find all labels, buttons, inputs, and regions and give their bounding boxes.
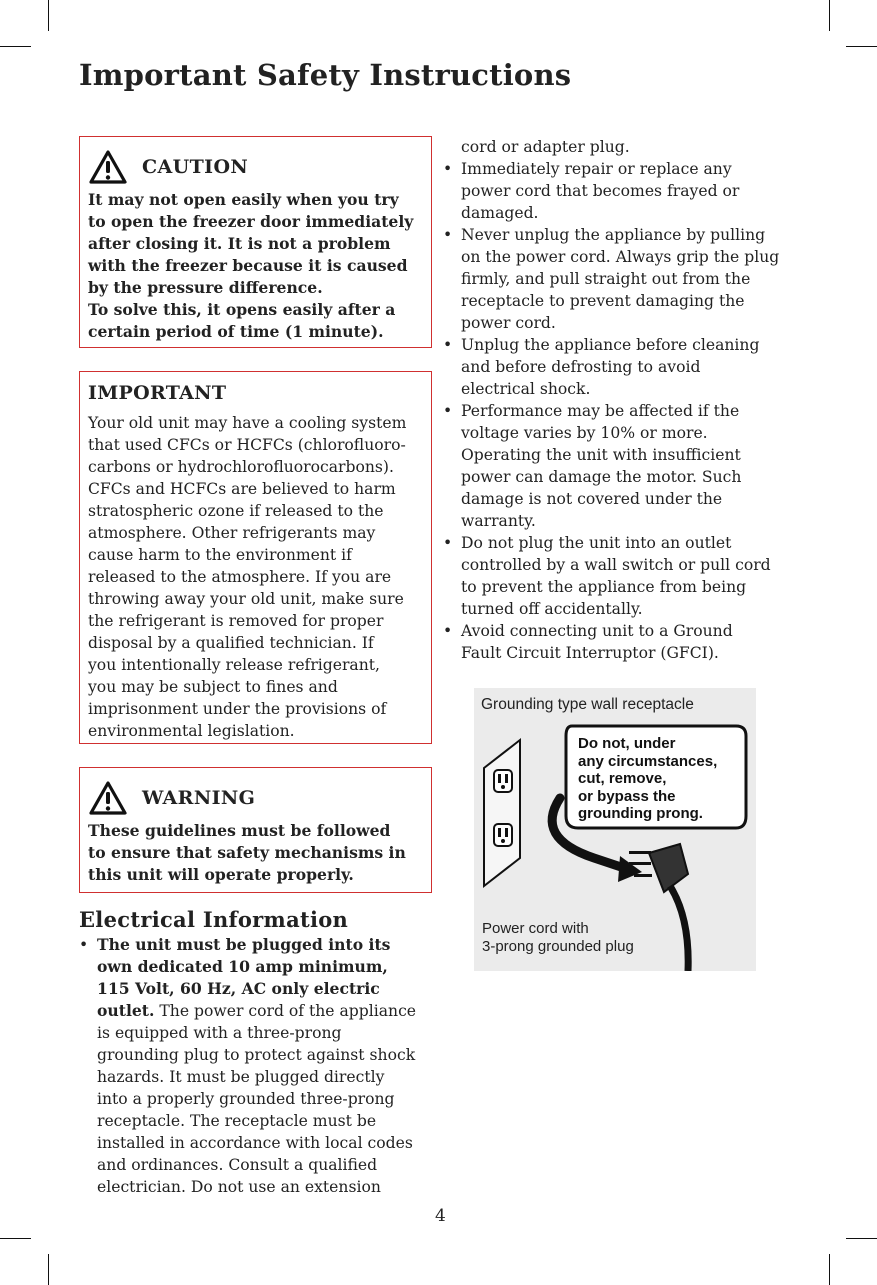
text-line: grounding plug to protect against shock [97, 1046, 416, 1064]
caution-line: by the pressure difference. [88, 278, 323, 297]
caution-line: It may not open easily when you try [88, 190, 399, 209]
caution-header [88, 145, 423, 189]
important-line: carbons or hydrochlorofluorocarbons). [88, 458, 394, 476]
grounding-diagram [474, 688, 756, 971]
callout-line: grounding prong. [578, 805, 703, 822]
important-line: atmosphere. Other refrigerants may [88, 524, 376, 542]
text-line: is equipped with a three-prong [97, 1024, 342, 1042]
text-line: warranty. [461, 512, 536, 530]
important-line: Your old unit may have a cooling system [88, 414, 407, 432]
text-line: electrician. Do not use an extension [97, 1178, 381, 1196]
list-item [443, 158, 803, 224]
important-box [79, 371, 432, 744]
text-line: • Never unplug the appliance by pulling [461, 226, 766, 244]
list-item [443, 620, 803, 664]
warning-label: WARNING [142, 787, 256, 809]
text-line: turned off accidentally. [461, 600, 643, 618]
text-line: power cord that becomes frayed or [461, 182, 740, 200]
list-item [443, 400, 803, 532]
important-line: CFCs and HCFCs are believed to harm [88, 480, 396, 498]
crop-mark [829, 0, 830, 31]
caution-line: to open the freezer door immediately [88, 212, 414, 231]
callout-line: cut, remove, [578, 770, 667, 787]
crop-mark [846, 1238, 877, 1239]
crop-mark [48, 0, 49, 31]
diagram-bottom-label [482, 920, 634, 956]
text-line: and before defrosting to avoid [461, 358, 701, 376]
important-line: that used CFCs or HCFCs (chlorofluoro- [88, 436, 406, 454]
caution-line: with the freezer because it is caused [88, 256, 408, 275]
caution-box [79, 136, 432, 348]
text-line: Operating the unit with insufficient [461, 446, 741, 464]
text-line: into a properly grounded three-prong [97, 1090, 395, 1108]
text-line: receptacle. The receptacle must be [97, 1112, 377, 1130]
text-line: controlled by a wall switch or pull cord [461, 556, 771, 574]
electrical-heading: Electrical Information [79, 907, 349, 932]
text-span: The power cord of the appliance [154, 1002, 417, 1020]
warning-triangle-icon [88, 149, 128, 185]
wall-plate-shape [484, 740, 520, 886]
important-title: IMPORTANT [88, 382, 227, 404]
bold-line: own dedicated 10 amp minimum, [97, 957, 388, 976]
callout-line: Do not, under [578, 735, 676, 752]
important-line: you may be subject to fines and [88, 678, 338, 696]
crop-mark [846, 46, 877, 47]
warning-line: to ensure that safety mechanisms in [88, 843, 406, 862]
warning-line: this unit will operate properly. [88, 865, 354, 884]
crop-mark [829, 1254, 830, 1285]
important-line: throwing away your old unit, make sure [88, 590, 404, 608]
outlet-lower [494, 824, 512, 846]
crop-mark [0, 46, 31, 47]
callout-text [578, 735, 748, 823]
caution-label: CAUTION [142, 156, 249, 178]
text-line: Fault Circuit Interruptor (GFCI). [461, 644, 719, 662]
bold-outlet: outlet. [97, 1001, 155, 1020]
caution-line: after closing it. It is not a problem [88, 234, 391, 253]
list-item [443, 224, 803, 334]
warning-triangle-icon [88, 780, 128, 816]
important-text [88, 412, 423, 742]
text-line: • Unplug the appliance before cleaning [461, 336, 760, 354]
text-line: damage is not covered under the [461, 490, 723, 508]
text-line: damaged. [461, 204, 539, 222]
caution-line: To solve this, it opens easily after a [88, 300, 396, 319]
right-column [443, 136, 803, 664]
continued-line: cord or adapter plug. [461, 138, 630, 156]
text-line: • Immediately repair or replace any [461, 160, 732, 178]
diagram-top-label: Grounding type wall receptacle [481, 696, 694, 713]
callout-line: or bypass the [578, 787, 676, 805]
list-item [443, 334, 803, 400]
diagram-bottom-line: 3-prong grounded plug [482, 938, 634, 955]
text-line: receptacle to prevent damaging the [461, 292, 745, 310]
text-line: power can damage the motor. Such [461, 468, 742, 486]
text-line: on the power cord. Always grip the plug [461, 248, 780, 266]
warning-line: These guidelines must be followed [88, 821, 391, 840]
plug-shape [629, 844, 688, 971]
important-line: cause harm to the environment if [88, 546, 352, 564]
text-line: and ordinances. Consult a qualified [97, 1156, 378, 1174]
crop-mark [48, 1254, 49, 1285]
text-line: installed in accordance with local codes [97, 1134, 413, 1152]
caution-text [88, 189, 423, 343]
important-line: environmental legislation. [88, 722, 295, 740]
important-line: you intentionally release refrigerant, [88, 656, 380, 674]
page-title: Important Safety Instructions [79, 58, 572, 92]
crop-mark [0, 1238, 31, 1239]
electrical-list [79, 934, 439, 1198]
warning-text [88, 820, 423, 886]
bold-line: 115 Volt, 60 Hz, AC only electric [97, 979, 380, 998]
text-line: voltage varies by 10% or more. [461, 424, 708, 442]
page-number: 4 [435, 1206, 446, 1226]
electrical-bullets [443, 158, 803, 664]
text-line: power cord. [461, 314, 556, 332]
text-line: • Do not plug the unit into an outlet [461, 534, 732, 552]
text-line: • Performance may be affected if the [461, 402, 740, 420]
diagram-bottom-line: Power cord with [482, 920, 589, 937]
important-line: the refrigerant is removed for proper [88, 612, 384, 630]
mixed-line [97, 1000, 439, 1022]
caution-line: certain period of time (1 minute). [88, 322, 384, 341]
warning-header [88, 776, 423, 820]
text-line: to prevent the appliance from being [461, 578, 747, 596]
text-line: electrical shock. [461, 380, 591, 398]
important-line: imprisonment under the provisions of [88, 700, 387, 718]
text-line: • Avoid connecting unit to a Ground [461, 622, 733, 640]
bold-line: • The unit must be plugged into its [97, 935, 391, 954]
warning-box [79, 767, 432, 893]
list-item [79, 934, 439, 1198]
important-line: stratospheric ozone if released to the [88, 502, 384, 520]
callout-line: any circumstances, [578, 752, 718, 770]
important-line: disposal by a qualified technician. If [88, 634, 374, 652]
text-line: hazards. It must be plugged directly [97, 1068, 385, 1086]
important-line: released to the atmosphere. If you are [88, 568, 392, 586]
text-line: firmly, and pull straight out from the [461, 270, 751, 288]
list-item [443, 532, 803, 620]
outlet-upper [494, 770, 512, 792]
